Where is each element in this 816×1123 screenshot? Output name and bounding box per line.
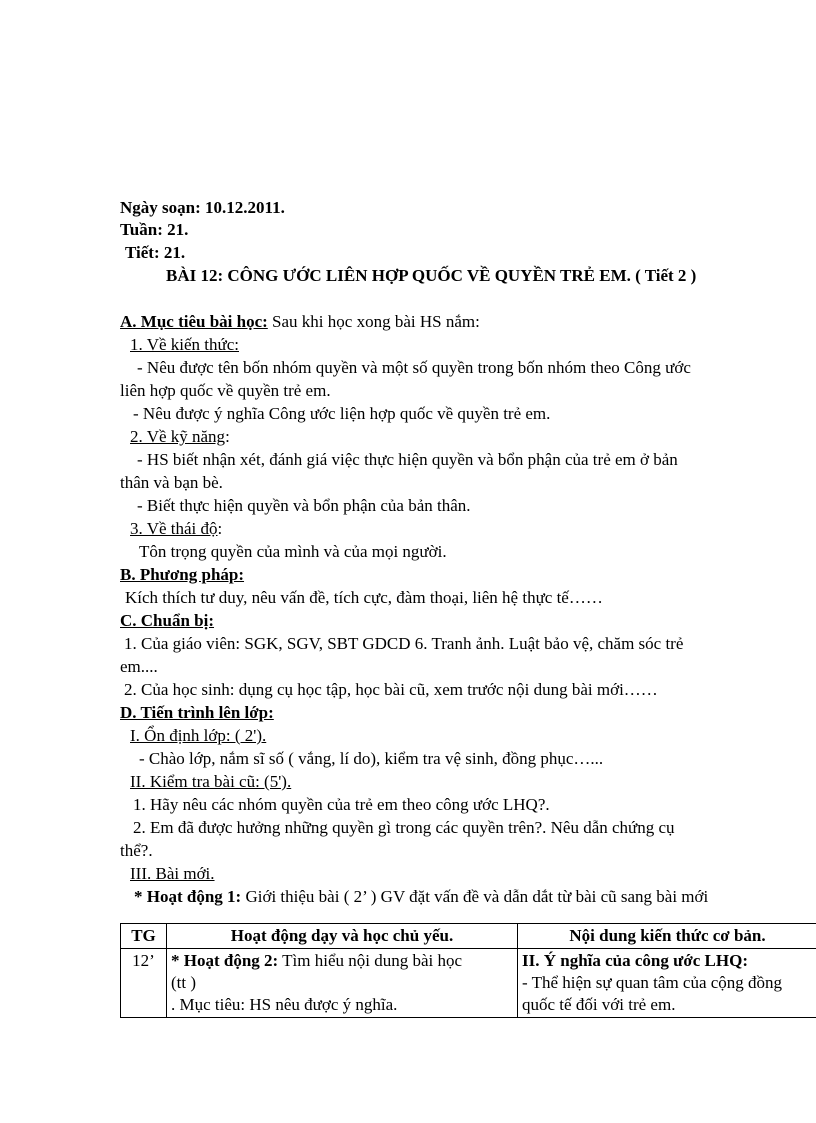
activity-2-label: * Hoạt động 2: <box>171 951 279 970</box>
skills-line-2: thân và bạn bè. <box>120 473 223 492</box>
skills-line-1: - HS biết nhận xét, đánh giá việc thực hiện quyền và bổn phận của trẻ em ở bản <box>137 450 678 469</box>
skills-colon: : <box>225 427 230 446</box>
skills-heading: 2. Về kỹ năng <box>130 427 226 446</box>
content-heading: II. Ý nghĩa của công ước LHQ: <box>522 951 748 970</box>
part-ii-line-2: 2. Em đã được hưởng những quyền gì trong các quyền trên?. Nêu dẫn chứng cụ <box>133 818 675 837</box>
activity-1-text: Giới thiệu bài ( 2’ ) GV đặt vấn đề và dẫn dắt từ bài cũ sang bài mới <box>241 887 709 906</box>
week-number: Tuần: 21. <box>120 220 189 239</box>
attitude-heading-row <box>130 518 222 540</box>
section-c-line-2: em.... <box>120 657 158 676</box>
skills-heading-row <box>130 426 230 448</box>
part-ii-heading: II. Kiểm tra bài cũ: (5'). <box>130 772 292 791</box>
attitude-line-1: Tôn trọng quyền của mình và của mọi người. <box>139 542 447 561</box>
attitude-heading: 3. Về thái độ <box>130 519 218 538</box>
part-ii-line-3: thể?. <box>120 841 153 860</box>
row-activities <box>167 949 518 1018</box>
section-b-line-1: Kích thích tư duy, nêu vấn đề, tích cực, đàm thoại, liên hệ thực tế…… <box>125 588 603 607</box>
section-a-intro: Sau khi học xong bài HS nắm: <box>267 312 480 331</box>
section-c-line-3: 2. Của học sinh: dụng cụ học tập, học bài cũ, xem trước nội dung bài mới…… <box>124 680 658 699</box>
section-c-heading: C. Chuẩn bị: <box>120 611 215 630</box>
knowledge-heading: 1. Về kiến thức: <box>130 335 239 354</box>
part-i-line-1: - Chào lớp, nắm sĩ số ( vắng, lí do), kiểm tra vệ sinh, đồng phục…... <box>139 749 604 768</box>
header-content: Nội dung kiến thức cơ bản. <box>518 924 816 949</box>
row-content <box>518 949 816 1018</box>
section-a <box>120 311 480 333</box>
period-number: Tiết: 21. <box>125 243 186 262</box>
attitude-colon: : <box>217 519 223 538</box>
lesson-title: BÀI 12: CÔNG ƯỚC LIÊN HỢP QUỐC VỀ QUYỀN TRẺ EM. ( Tiết 2 ) <box>166 266 697 285</box>
content-line-2: quốc tế đối với trẻ em. <box>522 995 676 1014</box>
section-c-line-1: 1. Của giáo viên: SGK, SGV, SBT GDCD 6. Tranh ảnh. Luật bảo vệ, chăm sóc trẻ <box>124 634 684 653</box>
knowledge-line-1: - Nêu được tên bốn nhóm quyền và một số quyền trong bốn nhóm theo Công ước <box>137 358 691 377</box>
activity-1-label: * Hoạt động 1: <box>134 887 242 906</box>
part-ii-line-1: 1. Hãy nêu các nhóm quyền của trẻ em theo công ước LHQ?. <box>133 795 550 814</box>
knowledge-line-3: - Nêu được ý nghĩa Công ước liện hợp quốc về quyền trẻ em. <box>133 404 551 423</box>
lesson-table <box>120 923 816 1018</box>
activity-1 <box>134 886 708 908</box>
table-row <box>121 949 816 1018</box>
header-activities: Hoạt động dạy và học chủ yếu. <box>167 924 518 949</box>
activity-2-text: Tìm hiểu nội dung bài học <box>278 951 463 970</box>
section-b-heading: B. Phương pháp: <box>120 565 245 584</box>
activity-2-line-2: (tt ) <box>171 973 197 992</box>
part-iii-heading: III. Bài mới. <box>130 864 215 883</box>
content-line-1: - Thể hiện sự quan tâm của cộng đồng <box>522 973 783 992</box>
activity-2-line-3: . Mục tiêu: HS nêu được ý nghĩa. <box>171 995 398 1014</box>
part-i-heading: I. Ổn định lớp: ( 2'). <box>130 726 267 745</box>
row-time: 12’ <box>121 949 167 1018</box>
header-time: TG <box>121 924 167 949</box>
section-d-heading: D. Tiến trình lên lớp: <box>120 703 274 722</box>
preparation-date: Ngày soạn: 10.12.2011. <box>120 198 285 217</box>
table-header-row <box>121 924 816 949</box>
knowledge-line-2: liên hợp quốc về quyền trẻ em. <box>120 381 331 400</box>
skills-line-3: - Biết thực hiện quyền và bổn phận của bản thân. <box>137 496 471 515</box>
section-a-heading: A. Mục tiêu bài học: <box>120 312 268 331</box>
activity-2-line-1 <box>171 950 513 972</box>
